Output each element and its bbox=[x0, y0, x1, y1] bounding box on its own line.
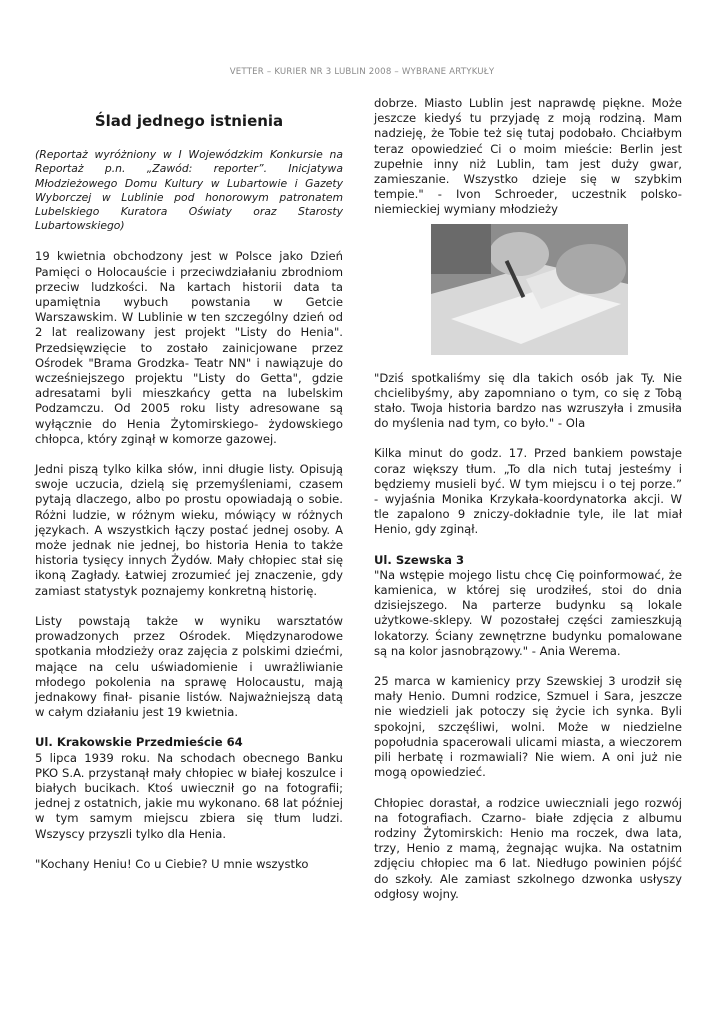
paragraph: 19 kwietnia obchodzony jest w Polsce jako Dzień Pamięci o Holocauście i przeciwdziałaniu zbrodniom przeciw ludzkości. Na kartach historii data ta upamiętnia wybuch powstania w Getcie Warszawskim. W Lublinie w ten szczególny dzień od 2 lat realizowany jest projekt "Listy do Henia". Przedsięwzięcie to zostało zainicjowane przez Ośrodek "Brama Grodzka- Teatr NN" i nawiązuje do wcześniejszego projektu "Listy do Getta", gdzie adresatami byli mieszkańcy getta na lubelskim Podzamczu. Od 2005 roku listy adresowane są wyłącznie do Henia Żytomirskiego- żydowskiego chłopca, który zginął w komorze gazowej. bbox=[35, 249, 343, 446]
article-title: Ślad jednego istnienia bbox=[94, 112, 284, 130]
paragraph: 25 marca w kamienicy przy Szewskiej 3 urodził się mały Henio. Dumni rodzice, Szmuel i Sara, jeszcze nie wiedzieli jak potoczy się życie ich synka. Byli spokojni, szczęśliwi, wolni. Może w niedzielne popołudnia spacerowali ulicami miasta, a wieczorem pili herbatę i rozmawiali? Nie wiem. A oni już nie mogą opowiedzieć. bbox=[374, 674, 682, 780]
right-column bbox=[374, 96, 682, 917]
paragraph: dobrze. Miasto Lublin jest naprawdę piękne. Może jeszcze kiedyś tu przyjadę z moją rodziną. Mam nadzieję, że Tobie też się tutaj podobało. Chciałbym teraz opowiedzieć Ci o moim mieście: Berlin jest zupełnie inny niż Lublin, tam jest duży gwar, zamieszanie. Wszystko dzieje się w szybkim tempie." - Ivon Schroeder, uczestnik polsko-niemieckiej wymiany młodzieży bbox=[374, 96, 682, 217]
section-heading: Ul. Szewska 3 bbox=[374, 552, 465, 567]
paragraph: "Kochany Heniu! Co u Ciebie? U mnie wszystko bbox=[35, 856, 309, 871]
running-header: VETTER – KURIER NR 3 LUBLIN 2008 – WYBRANE ARTYKUŁY bbox=[229, 67, 495, 77]
paragraph: Kilka minut do godz. 17. Przed bankiem powstaje coraz większy tłum. „To dla nich tutaj jesteśmy i będziemy musieli być. W tym miejscu i o tej porze.” - wyjaśnia Monika Krzykała-koordynatorka akcji. W tle zapalono 9 zniczy-dokładnie tyle, ile lat miał Henio, gdy zginął. bbox=[374, 446, 682, 537]
paragraph: Jedni piszą tylko kilka słów, inni długie listy. Opisują swoje uczucia, dzielą się przemyśleniami, czasem pytają dlaczego, albo po prostu opowiadają o sobie. Różni ludzie, w różnym wieku, mówiący w różnych językach. A wszystkich łączy postać jednej osoby. A może jednak nie jednej, bo historia Henia to także historia tysięcy innych Żydów. Mały chłopiec stał się ikoną Zagłady. Łatwiej zrozumieć jej znaczenie, gdy zamiast statystyk poznajemy konkretną historię. bbox=[35, 462, 343, 598]
paragraph: Chłopiec dorastał, a rodzice uwieczniali jego rozwój na fotografiach. Czarno- białe zdjęcia z albumu rodziny Żytomirskich: Henio ma roczek, dwa lata, trzy, Henio z mamą, żegnając wujka. Na ostatnim zdjęciu chłopiec ma 6 lat. Niedługo powinien pójść do szkoły. Ale zamiast szkolnego dzwonka usłyszy odgłosy wojny. bbox=[374, 795, 682, 901]
photo-writing-letter bbox=[431, 224, 628, 355]
paragraph: 5 lipca 1939 roku. Na schodach obecnego Banku PKO S.A. przystanął mały chłopiec w białej koszulce i białych bucikach. Ktoś uwiecznił go na fotografii; jednej z ostatnich, jakie mu wykonano. 68 lat później w tym samym miejscu zbiera się tłum ludzi. Wszyscy przyszli tylko dla Henia. bbox=[35, 750, 343, 841]
article-intro: (Reportaż wyróżniony w I Wojewódzkim Konkursie na Reportaż p.n. „Zawód: reporter”. Inicjatywa Młodzieżowego Domu Kultury w Lubartowie i Gazety Wyborczej w Lublinie pod honorowym patronatem Lubelskiego Kuratora Oświaty oraz Starosty Lubartowskiego) bbox=[35, 148, 343, 233]
section-heading: Ul. Krakowskie Przedmieście 64 bbox=[35, 735, 243, 750]
left-column bbox=[35, 96, 343, 887]
paragraph: "Na wstępie mojego listu chcę Cię poinformować, że kamienica, w której się urodziłeś, stoi do dnia dzisiejszego. Na parterze budynku są lokale użytkowe-sklepy. W pozostałej części zamieszkują lokatorzy. Ściany zewnętrzne budynku pomalowane są na kolor jasnobrązowy." - Ania Werema. bbox=[374, 567, 682, 658]
paragraph: Listy powstają także w wyniku warsztatów prowadzonych przez Ośrodek. Międzynarodowe spotkania młodzieży oraz zajęcia z polskimi dziećmi, mające na celu uświadomienie i uwrażliwianie młodego pokolenia na sprawę Holocaustu, mają jednakowy finał- pisanie listów. Najważniejszą datą w całym działaniu jest 19 kwietnia. bbox=[35, 613, 343, 720]
paragraph: "Dziś spotkaliśmy się dla takich osób jak Ty. Nie chcielibyśmy, aby zapomniano o tym, co się z Tobą stało. Twoja historia bardzo nas wzruszyła i zmusiła do myślenia nad tym, co było." - Ola bbox=[374, 370, 682, 431]
